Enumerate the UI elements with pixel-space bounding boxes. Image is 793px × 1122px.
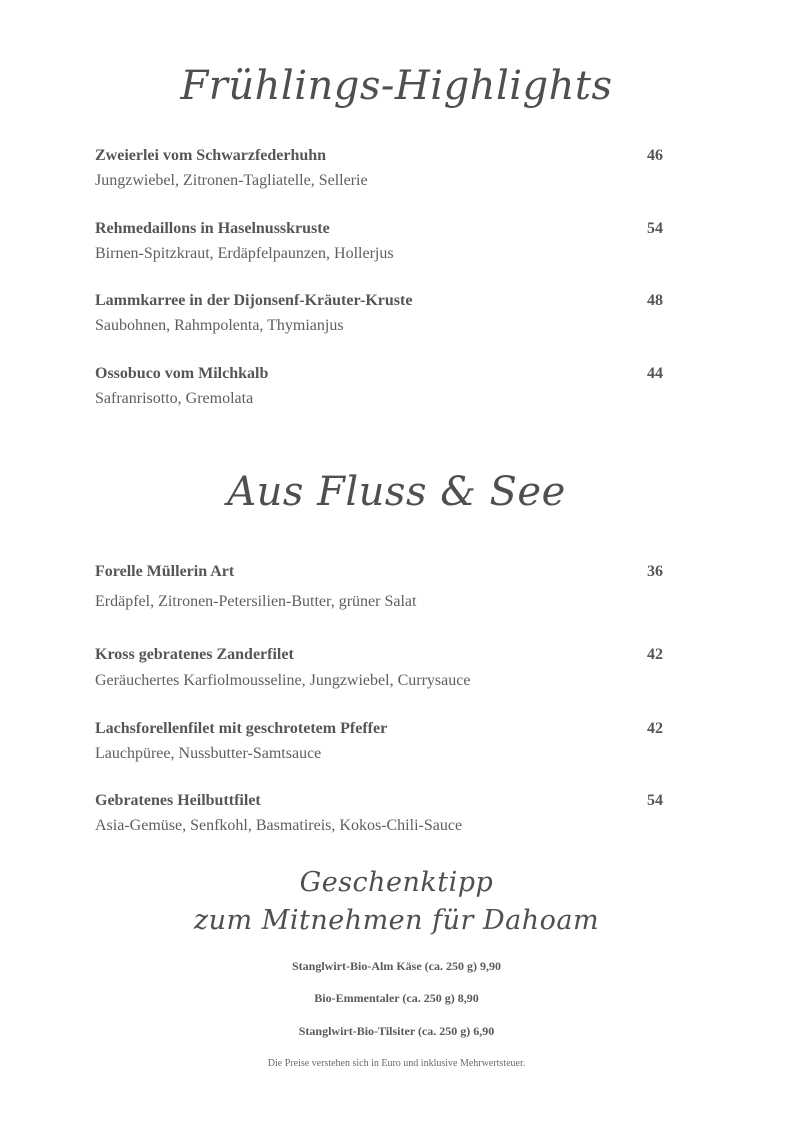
dish-description: Erdäpfel, Zitronen-Petersilien-Butter, grüner Salat	[95, 593, 417, 610]
dish-price: 42	[647, 720, 663, 737]
dish-price: 54	[647, 792, 663, 809]
gift-item: Stanglwirt-Bio-Tilsiter (ca. 250 g) 6,90	[298, 1024, 495, 1038]
gift-item: Bio-Emmentaler (ca. 250 g) 8,90	[314, 991, 479, 1005]
dish-name: Kross gebratenes Zanderfilet	[95, 646, 294, 663]
menu-item	[95, 644, 663, 692]
dish-price: 46	[647, 147, 663, 164]
menu-item	[95, 718, 663, 765]
dish-price: 48	[647, 292, 663, 309]
section-title-river-lake: Aus Fluss & See	[227, 469, 566, 515]
section-title-spring-highlights: Frühlings-Highlights	[180, 63, 613, 109]
menu-item	[95, 290, 663, 337]
dish-name: Lachsforellenfilet mit geschrotetem Pfeffer	[95, 720, 388, 737]
gift-item: Stanglwirt-Bio-Alm Käse (ca. 250 g) 9,90	[292, 959, 501, 973]
dish-name: Rehmedaillons in Haselnusskruste	[95, 220, 330, 237]
dish-name: Lammkarree in der Dijonsenf-Kräuter-Kruste	[95, 292, 413, 309]
dish-description: Jungzwiebel, Zitronen-Tagliatelle, Sellerie	[95, 172, 368, 189]
gift-tip-subtitle: zum Mitnehmen für Dahoam	[193, 905, 600, 936]
dish-name: Gebratenes Heilbuttfilet	[95, 792, 261, 809]
gift-tip-title: Geschenktipp	[299, 867, 494, 898]
dish-name: Ossobuco vom Milchkalb	[95, 365, 269, 382]
dish-description: Saubohnen, Rahmpolenta, Thymianjus	[95, 317, 344, 334]
dish-price: 36	[647, 563, 663, 580]
menu-item	[95, 790, 663, 837]
dish-name: Zweierlei vom Schwarzfederhuhn	[95, 147, 327, 164]
dish-description: Geräuchertes Karfiolmousseline, Jungzwiebel, Currysauce	[95, 672, 471, 689]
dish-description: Lauchpüree, Nussbutter-Samtsauce	[95, 745, 322, 762]
dish-price: 44	[647, 365, 663, 382]
dish-description: Safranrisotto, Gremolata	[95, 390, 254, 407]
menu-item	[95, 218, 663, 265]
menu-item	[95, 363, 663, 410]
dish-description: Asia-Gemüse, Senfkohl, Basmatireis, Kokos-Chili-Sauce	[95, 817, 463, 834]
dish-description: Birnen-Spitzkraut, Erdäpfelpaunzen, Hollerjus	[95, 245, 394, 262]
menu-item	[95, 145, 663, 192]
menu-item	[95, 561, 663, 613]
dish-price: 42	[647, 646, 663, 663]
price-footnote: Die Preise verstehen sich in Euro und inklusive Mehrwertsteuer.	[267, 1058, 526, 1069]
dish-price: 54	[647, 220, 663, 237]
dish-name: Forelle Müllerin Art	[95, 563, 235, 580]
